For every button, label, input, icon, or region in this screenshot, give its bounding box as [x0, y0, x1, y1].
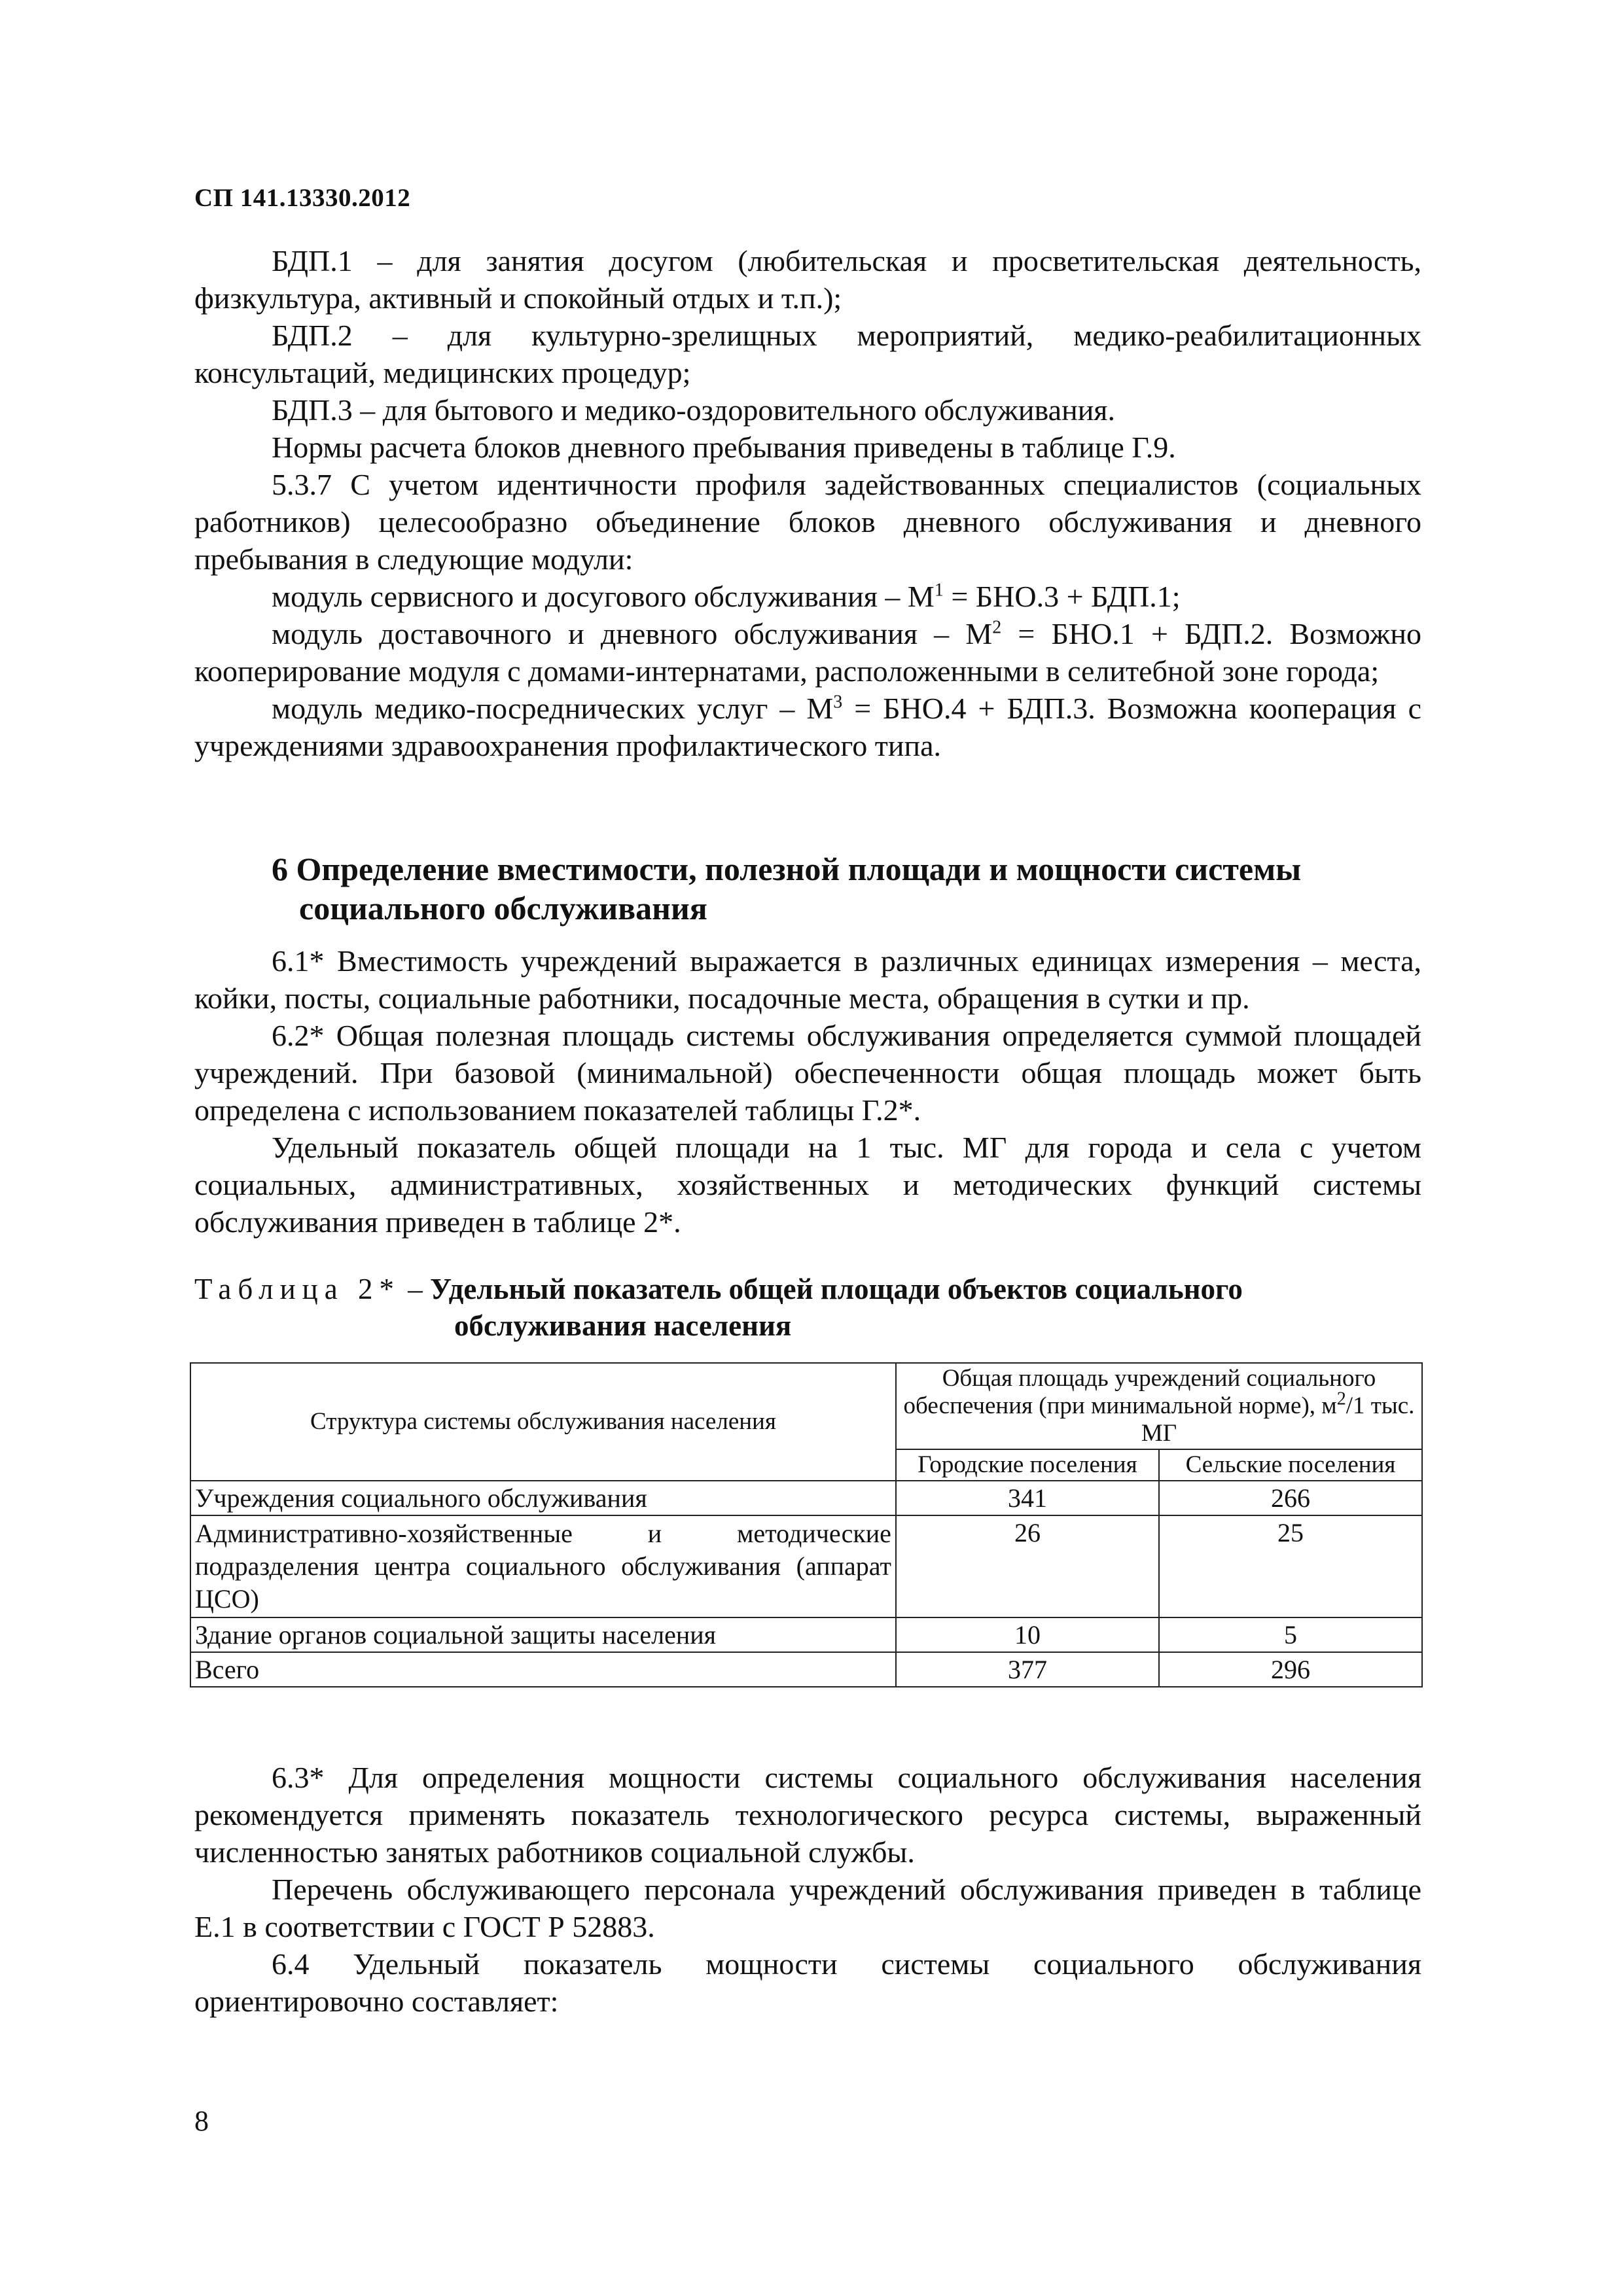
module-paragraph: модуль доставочного и дневного обслуживания – $М^2 = БНО.1 + БДП.2$. Возможно кооперирование модуля с домами-интернатами, расположенными в селитебной зоне города;	[194, 617, 1421, 688]
table-caption: Таблица 2* – Удельный показатель общей площади объектов социального обслуживания населения	[194, 1271, 1421, 1344]
rural-value: 5	[1159, 1617, 1422, 1652]
document-code-header: СП 141.13330.2012	[194, 184, 411, 212]
module-paragraph: модуль медико-посреднических услуг – $М^3 = БНО.4 + БДП.3$. Возможна кооперация с учреждениями здравоохранения профилактического типа.	[194, 692, 1421, 762]
paragraph: Удельный показатель общей площади на 1 тыс. МГ для города и села с учетом социальных, административных, хозяйственных и методических функций системы обслуживания приведен в таблице 2*.	[194, 1131, 1421, 1239]
rural-value: 296	[1159, 1652, 1422, 1687]
section-heading	[272, 849, 1421, 928]
column-header-structure: Структура системы обслуживания населения	[190, 1363, 896, 1481]
text-block-1	[194, 242, 1421, 764]
paragraph: Нормы расчета блоков дневного пребывания приведены в таблице Г.9.	[272, 431, 1176, 464]
table-caption-label: Таблица 2*	[194, 1273, 401, 1305]
paragraph: 6.1* Вместимость учреждений выражается в различных единицах измерения – места, койки, посты, социальные работники, посадочные места, обращения в сутки и пр.	[194, 944, 1421, 1015]
column-header-group: Общая площадь учреждений социального обеспечения (при минимальной норме), $м^2/1$ тыс. МГ	[896, 1363, 1422, 1449]
table-row	[190, 1481, 1422, 1515]
table-row	[190, 1617, 1422, 1652]
row-label: Учреждения социального обслуживания	[190, 1481, 896, 1515]
column-header-urban: Городские поселения	[896, 1449, 1159, 1481]
urban-value: 10	[896, 1617, 1159, 1652]
row-label: Всего	[190, 1652, 896, 1687]
table-row	[190, 1515, 1422, 1617]
column-header-rural: Сельские поселения	[1159, 1449, 1422, 1481]
paragraph: Перечень обслуживающего персонала учреждений обслуживания приведен в таблице Е.1 в соответствии с ГОСТ Р 52883.	[194, 1873, 1421, 1943]
section-heading-line2: социального обслуживания	[299, 890, 707, 927]
row-label: Здание органов социальной защиты населения	[190, 1617, 896, 1652]
module-paragraph: модуль сервисного и досугового обслуживания – $М^1 = БНО.3 + БДП.1$;	[272, 580, 1181, 613]
table-row-total	[190, 1652, 1422, 1687]
table-caption-title: Удельный показатель общей площади объектов социального	[429, 1273, 1243, 1305]
section-heading-line1: 6 Определение вместимости, полезной площади и мощности системы	[272, 851, 1302, 887]
rural-value: 25	[1159, 1515, 1422, 1617]
urban-value: 377	[896, 1652, 1159, 1687]
text-block-3	[194, 1759, 1421, 2020]
rural-value: 266	[1159, 1481, 1422, 1515]
text-block-2	[194, 942, 1421, 1241]
table-header-row	[190, 1363, 1422, 1449]
paragraph: 6.3* Для определения мощности системы социального обслуживания населения рекомендуется применять показатель технологического ресурса системы, выраженный численностью занятых работников социальной службы.	[194, 1761, 1421, 1869]
urban-value: 26	[896, 1515, 1159, 1617]
paragraph: 6.4 Удельный показатель мощности системы социального обслуживания ориентировочно составляет:	[194, 1947, 1421, 2018]
paragraph: БДП.2 – для культурно-зрелищных мероприятий, медико-реабилитационных консультаций, медицинских процедур;	[194, 319, 1421, 389]
row-label: Административно-хозяйственные и методические подразделения центра социального обслуживания (аппарат ЦСО)	[190, 1515, 896, 1617]
page-number: 8	[194, 2105, 209, 2137]
paragraph: БДП.3 – для бытового и медико-оздоровительного обслуживания.	[272, 393, 1115, 427]
table-caption-title-cont: обслуживания населения	[454, 1309, 792, 1342]
paragraph: 5.3.7 С учетом идентичности профиля задействованных специалистов (социальных работников) целесообразно объединение блоков дневного обслуживания и дневного пребывания в следующие модули:	[194, 468, 1421, 576]
paragraph: 6.2* Общая полезная площадь системы обслуживания определяется суммой площадей учреждений. При базовой (минимальной) обеспеченности общая площадь может быть определена с использованием показателей таблицы Г.2*.	[194, 1019, 1421, 1127]
urban-value: 341	[896, 1481, 1159, 1515]
paragraph: БДП.1 – для занятия досугом (любительская и просветительская деятельность, физкультура, активный и спокойный отдых и т.п.);	[194, 244, 1421, 315]
area-norms-table	[190, 1362, 1423, 1687]
